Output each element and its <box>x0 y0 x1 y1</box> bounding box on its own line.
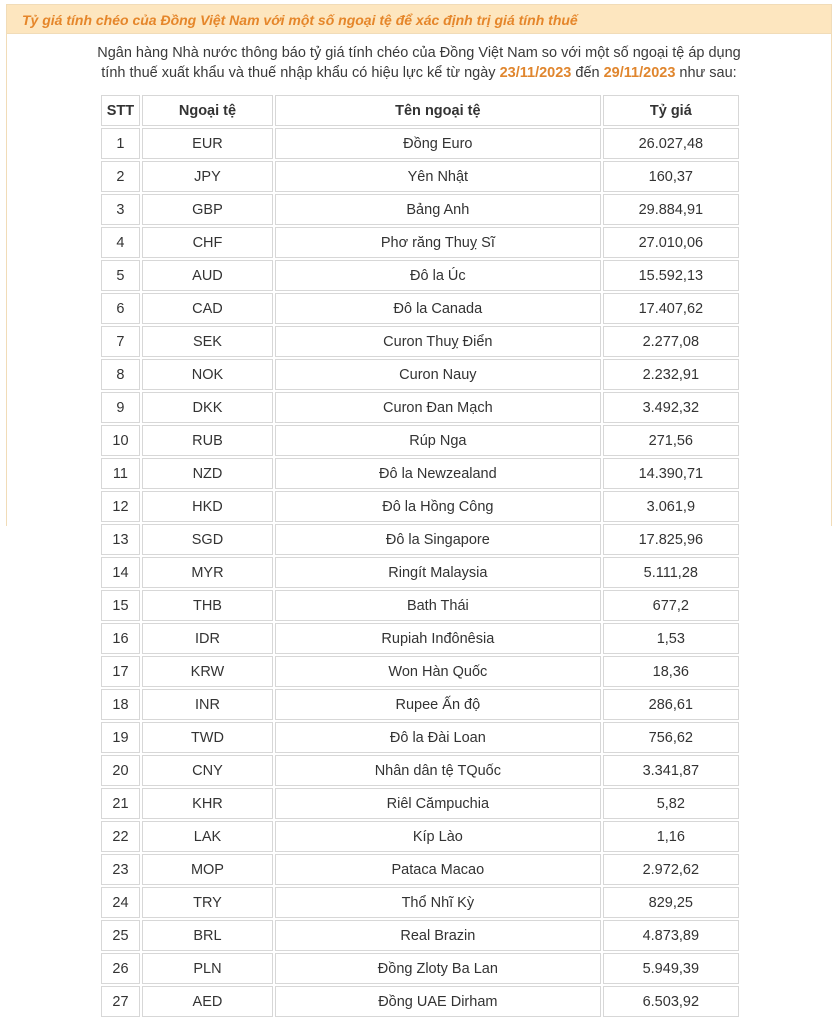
cell-currency-code: AUD <box>142 260 273 291</box>
cell-currency-code: CHF <box>142 227 273 258</box>
cell-currency-code: CNY <box>142 755 273 786</box>
cell-rate: 29.884,91 <box>603 194 739 225</box>
cell-currency-code: PLN <box>142 953 273 984</box>
cell-stt: 6 <box>101 293 140 324</box>
cell-currency-name: Bảng Anh <box>275 194 601 225</box>
cell-currency-code: AED <box>142 986 273 1017</box>
table-row <box>101 590 739 621</box>
table-row <box>101 821 739 852</box>
cell-currency-name: Rupiah Inđônêsia <box>275 623 601 654</box>
cell-rate: 756,62 <box>603 722 739 753</box>
cell-currency-name: Curon Nauy <box>275 359 601 390</box>
cell-rate: 5.111,28 <box>603 557 739 588</box>
header-rate: Tỷ giá <box>603 95 739 126</box>
table-row <box>101 953 739 984</box>
cell-currency-code: BRL <box>142 920 273 951</box>
cell-currency-name: Phơ răng Thuỵ Sĩ <box>275 227 601 258</box>
cell-stt: 25 <box>101 920 140 951</box>
cell-currency-name: Bath Thái <box>275 590 601 621</box>
table-row <box>101 755 739 786</box>
cell-stt: 4 <box>101 227 140 258</box>
cell-stt: 14 <box>101 557 140 588</box>
table-row <box>101 854 739 885</box>
cell-rate: 3.492,32 <box>603 392 739 423</box>
cell-currency-code: GBP <box>142 194 273 225</box>
cell-currency-code: HKD <box>142 491 273 522</box>
table-header-row <box>101 95 739 126</box>
cell-rate: 17.825,96 <box>603 524 739 555</box>
cell-stt: 10 <box>101 425 140 456</box>
table-row <box>101 689 739 720</box>
cell-rate: 27.010,06 <box>603 227 739 258</box>
cell-rate: 2.972,62 <box>603 854 739 885</box>
cell-rate: 5.949,39 <box>603 953 739 984</box>
cell-currency-name: Yên Nhật <box>275 161 601 192</box>
cell-stt: 16 <box>101 623 140 654</box>
date-to: 29/11/2023 <box>603 64 676 81</box>
table-row <box>101 524 739 555</box>
table-row <box>101 557 739 588</box>
cell-rate: 2.277,08 <box>603 326 739 357</box>
table-row <box>101 887 739 918</box>
cell-currency-code: MYR <box>142 557 273 588</box>
table-row <box>101 788 739 819</box>
cell-rate: 160,37 <box>603 161 739 192</box>
intro-line-2-mid: đến <box>571 64 604 81</box>
table-row <box>101 920 739 951</box>
intro-line-1: Ngân hàng Nhà nước thông báo tỷ giá tính chéo của Đồng Việt Nam so với một số ngoại tệ áp dụng <box>97 45 741 61</box>
intro-line-2 <box>6 64 832 84</box>
cell-stt: 18 <box>101 689 140 720</box>
cell-stt: 19 <box>101 722 140 753</box>
table-row <box>101 986 739 1017</box>
cell-rate: 286,61 <box>603 689 739 720</box>
cell-currency-name: Curon Đan Mạch <box>275 392 601 423</box>
cell-currency-code: RUB <box>142 425 273 456</box>
cell-currency-name: Đồng Zloty Ba Lan <box>275 953 601 984</box>
cell-rate: 15.592,13 <box>603 260 739 291</box>
cell-currency-name: Kíp Lào <box>275 821 601 852</box>
cell-currency-code: NOK <box>142 359 273 390</box>
cell-rate: 829,25 <box>603 887 739 918</box>
exchange-rate-table <box>99 93 741 1019</box>
cell-rate: 4.873,89 <box>603 920 739 951</box>
cell-currency-name: Riêl Cămpuchia <box>275 788 601 819</box>
intro-line-2-suffix: như sau: <box>675 64 737 81</box>
cell-stt: 21 <box>101 788 140 819</box>
table-row <box>101 722 739 753</box>
table-row <box>101 293 739 324</box>
cell-stt: 20 <box>101 755 140 786</box>
table-body <box>101 128 739 1017</box>
cell-currency-code: MOP <box>142 854 273 885</box>
cell-rate: 17.407,62 <box>603 293 739 324</box>
cell-currency-name: Thổ Nhĩ Kỳ <box>275 887 601 918</box>
table-row <box>101 227 739 258</box>
cell-currency-name: Đô la Singapore <box>275 524 601 555</box>
cell-stt: 2 <box>101 161 140 192</box>
cell-currency-name: Đô la Đài Loan <box>275 722 601 753</box>
cell-rate: 677,2 <box>603 590 739 621</box>
cell-stt: 22 <box>101 821 140 852</box>
header-currency-name: Tên ngoại tệ <box>275 95 601 126</box>
cell-currency-code: IDR <box>142 623 273 654</box>
cell-currency-name: Rupee Ấn độ <box>275 689 601 720</box>
cell-rate: 3.341,87 <box>603 755 739 786</box>
cell-currency-code: SGD <box>142 524 273 555</box>
cell-rate: 6.503,92 <box>603 986 739 1017</box>
cell-stt: 26 <box>101 953 140 984</box>
cell-rate: 26.027,48 <box>603 128 739 159</box>
cell-currency-name: Đồng Euro <box>275 128 601 159</box>
cell-stt: 11 <box>101 458 140 489</box>
cell-currency-name: Ringít Malaysia <box>275 557 601 588</box>
table-row <box>101 161 739 192</box>
cell-stt: 27 <box>101 986 140 1017</box>
table-row <box>101 425 739 456</box>
table-row <box>101 491 739 522</box>
cell-currency-code: JPY <box>142 161 273 192</box>
table-row <box>101 128 739 159</box>
table-row <box>101 326 739 357</box>
cell-currency-name: Nhân dân tệ TQuốc <box>275 755 601 786</box>
cell-stt: 9 <box>101 392 140 423</box>
cell-rate: 3.061,9 <box>603 491 739 522</box>
cell-rate: 1,16 <box>603 821 739 852</box>
cell-rate: 2.232,91 <box>603 359 739 390</box>
cell-currency-name: Curon Thuỵ Điển <box>275 326 601 357</box>
cell-currency-name: Đô la Hồng Công <box>275 491 601 522</box>
cell-rate: 18,36 <box>603 656 739 687</box>
cell-currency-name: Đô la Úc <box>275 260 601 291</box>
date-from: 23/11/2023 <box>499 64 572 81</box>
table-row <box>101 656 739 687</box>
table-row <box>101 392 739 423</box>
intro-paragraph <box>6 44 832 83</box>
cell-currency-name: Đồng UAE Dirham <box>275 986 601 1017</box>
cell-stt: 5 <box>101 260 140 291</box>
table-row <box>101 623 739 654</box>
table-row <box>101 458 739 489</box>
section-title: Tỷ giá tính chéo của Đồng Việt Nam với một số ngoại tệ để xác định trị giá tính thuế <box>6 4 832 34</box>
cell-stt: 15 <box>101 590 140 621</box>
table-row <box>101 194 739 225</box>
cell-rate: 271,56 <box>603 425 739 456</box>
cell-rate: 14.390,71 <box>603 458 739 489</box>
cell-stt: 3 <box>101 194 140 225</box>
cell-currency-name: Pataca Macao <box>275 854 601 885</box>
cell-rate: 1,53 <box>603 623 739 654</box>
cell-stt: 7 <box>101 326 140 357</box>
cell-currency-name: Won Hàn Quốc <box>275 656 601 687</box>
cell-currency-name: Đô la Canada <box>275 293 601 324</box>
cell-stt: 1 <box>101 128 140 159</box>
cell-currency-code: LAK <box>142 821 273 852</box>
cell-currency-code: KRW <box>142 656 273 687</box>
table-row <box>101 359 739 390</box>
header-stt: STT <box>101 95 140 126</box>
cell-rate: 5,82 <box>603 788 739 819</box>
cell-currency-code: CAD <box>142 293 273 324</box>
cell-stt: 12 <box>101 491 140 522</box>
cell-currency-code: EUR <box>142 128 273 159</box>
cell-currency-name: Đô la Newzealand <box>275 458 601 489</box>
cell-currency-code: DKK <box>142 392 273 423</box>
cell-currency-code: NZD <box>142 458 273 489</box>
table-row <box>101 260 739 291</box>
cell-stt: 8 <box>101 359 140 390</box>
cell-currency-code: SEK <box>142 326 273 357</box>
header-currency-code: Ngoại tệ <box>142 95 273 126</box>
cell-currency-name: Real Brazin <box>275 920 601 951</box>
cell-stt: 24 <box>101 887 140 918</box>
cell-currency-code: INR <box>142 689 273 720</box>
cell-currency-name: Rúp Nga <box>275 425 601 456</box>
cell-stt: 13 <box>101 524 140 555</box>
cell-currency-code: TRY <box>142 887 273 918</box>
intro-line-2-prefix: tính thuế xuất khẩu và thuế nhập khẩu có hiệu lực kể từ ngày <box>101 64 500 81</box>
cell-currency-code: KHR <box>142 788 273 819</box>
cell-currency-code: TWD <box>142 722 273 753</box>
cell-currency-code: THB <box>142 590 273 621</box>
cell-stt: 23 <box>101 854 140 885</box>
cell-stt: 17 <box>101 656 140 687</box>
